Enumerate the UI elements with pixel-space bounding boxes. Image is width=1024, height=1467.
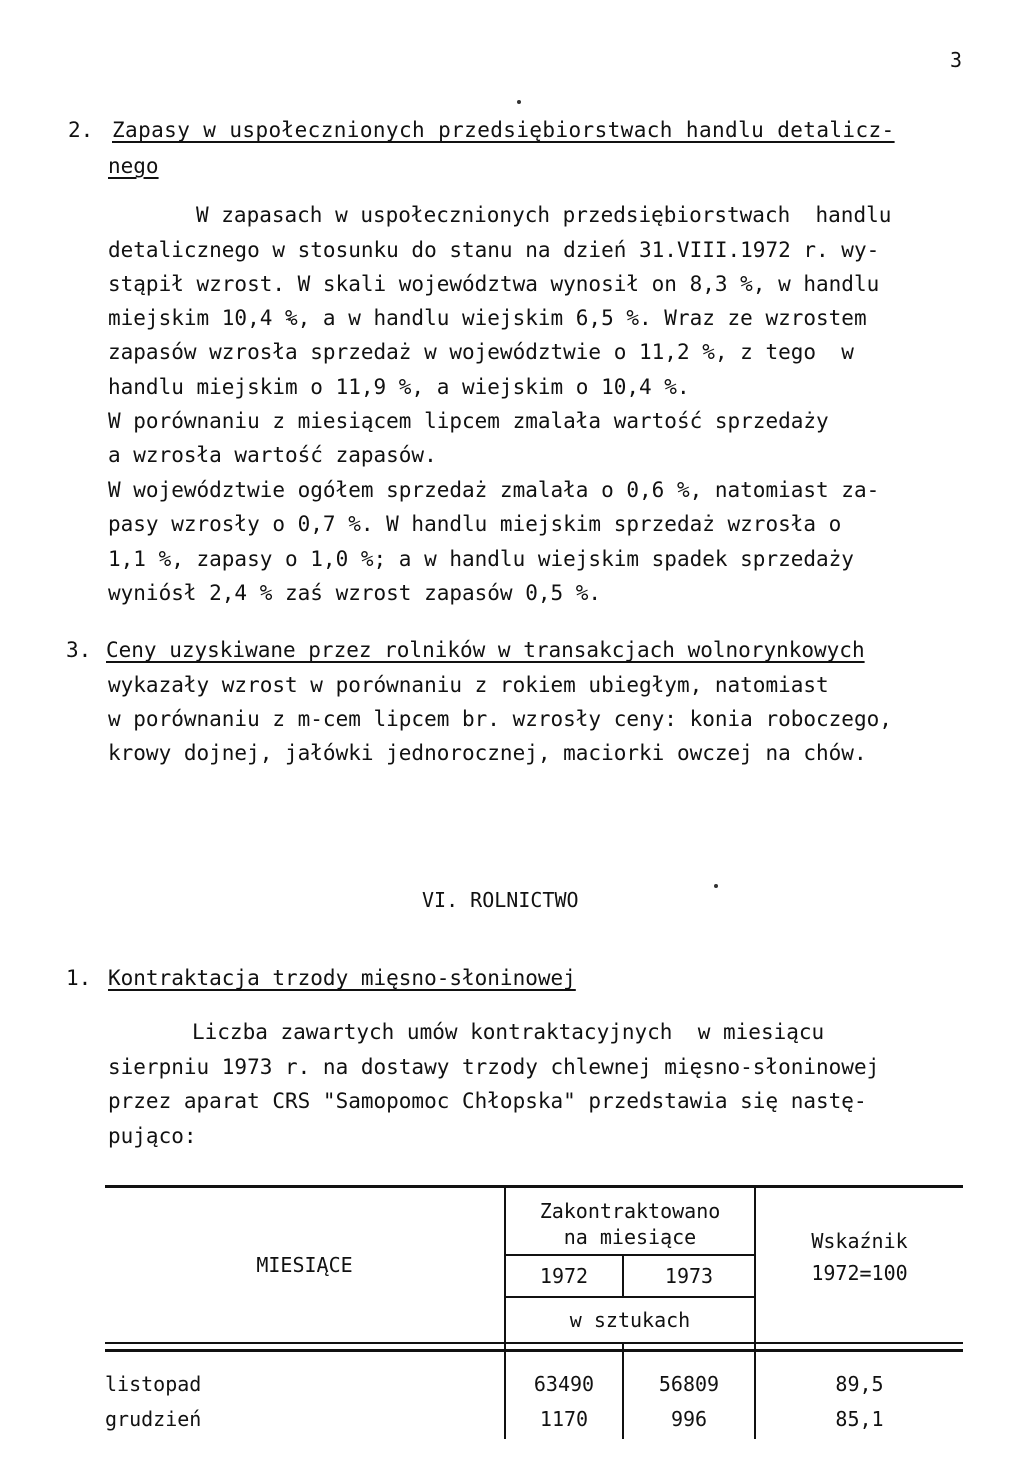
section-number: 1.: [66, 966, 92, 990]
text-line: pująco:: [108, 1124, 197, 1148]
section-title: Zapasy w uspołecznionych przedsiębiorstwach handlu detalicz-: [112, 118, 895, 142]
header-contracted-line1: Zakontraktowano: [539, 1198, 721, 1223]
page-number: 3: [950, 48, 963, 72]
cell-1972: 1170: [505, 1399, 623, 1439]
section-number: 3.: [66, 638, 92, 662]
header-unit: w sztukach: [505, 1297, 755, 1343]
section-title: Kontraktacja trzody mięsno-słoninowej: [108, 966, 576, 990]
text-line: zapasów wzrosła sprzedaż w województwie o 11,2 %, z tego w: [108, 340, 854, 364]
text-line: miejskim 10,4 %, a w handlu wiejskim 6,5 %. Wraz ze wzrostem: [108, 306, 867, 330]
text-line: stąpił wzrost. W skali województwa wynosił on 8,3 %, w handlu: [108, 272, 880, 296]
cell-month: listopad: [105, 1372, 202, 1397]
table-row: [105, 1399, 963, 1439]
text-line: W województwie ogółem sprzedaż zmalała o 0,6 %, natomiast za-: [108, 478, 880, 502]
text-line: W porównaniu z miesiącem lipcem zmalała wartość sprzedaży: [108, 409, 829, 433]
header-index-line1: Wskaźnik: [811, 1229, 908, 1254]
cell-index: 85,1: [755, 1399, 963, 1439]
text-line: detalicznego w stosunku do stanu na dzień 31.VIII.1972 r. wy-: [108, 238, 880, 262]
cell-1972: 63490: [505, 1351, 623, 1399]
chapter-heading: VI. ROLNICTWO: [422, 888, 579, 912]
table-row: [105, 1351, 963, 1399]
header-index-spacer: [755, 1297, 963, 1343]
section-title: Ceny uzyskiwane przez rolników w transakcjach wolnorynkowych: [106, 638, 865, 662]
text-line: krowy dojnej, jałówki jednorocznej, maciorki owczej na chów.: [108, 741, 867, 765]
header-contracted-line2: na miesiące: [563, 1224, 697, 1249]
cell-month: grudzień: [105, 1406, 202, 1431]
text-line: pasy wzrosły o 0,7 %. W handlu miejskim sprzedaż wzrosła o: [108, 512, 842, 536]
header-year-1972: 1972: [505, 1255, 623, 1297]
text-line: a wzrosła wartość zapasów.: [108, 443, 437, 467]
header-contracted: [505, 1187, 755, 1255]
text-line: sierpniu 1973 r. na dostawy trzody chlewnej mięsno-słoninowej: [108, 1055, 880, 1079]
text-line: wykazały wzrost w porównaniu z rokiem ubiegłym, natomiast: [108, 673, 829, 697]
header-month: MIESIĄCE: [105, 1187, 505, 1343]
speck-dot: [517, 100, 521, 104]
section-number: 2.: [68, 118, 94, 142]
header-index-line2: 1972=100: [811, 1261, 908, 1286]
header-year-1973: 1973: [623, 1255, 755, 1297]
cell-index: 89,5: [755, 1351, 963, 1399]
header-index: [755, 1187, 963, 1297]
text-line: w porównaniu z m-cem lipcem br. wzrosły ceny: konia roboczego,: [108, 707, 892, 731]
text-line: 1,1 %, zapasy o 1,0 %; a w handlu wiejskim spadek sprzedaży: [108, 547, 854, 571]
text-line: handlu miejskim o 11,9 %, a wiejskim o 10,4 %.: [108, 375, 690, 399]
contracts-table: [105, 1185, 963, 1439]
text-line: wyniósł 2,4 % zaś wzrost zapasów 0,5 %.: [108, 581, 602, 605]
cell-1973: 996: [623, 1399, 755, 1439]
speck-dot: [714, 884, 718, 888]
cell-1973: 56809: [623, 1351, 755, 1399]
section-title-cont: nego: [108, 154, 159, 178]
text-line: Liczba zawartych umów kontraktacyjnych w miesiącu: [192, 1020, 825, 1044]
text-line: W zapasach w uspołecznionych przedsiębiorstwach handlu: [196, 203, 892, 227]
text-line: przez aparat CRS "Samopomoc Chłopska" przedstawia się nastę-: [108, 1089, 867, 1113]
